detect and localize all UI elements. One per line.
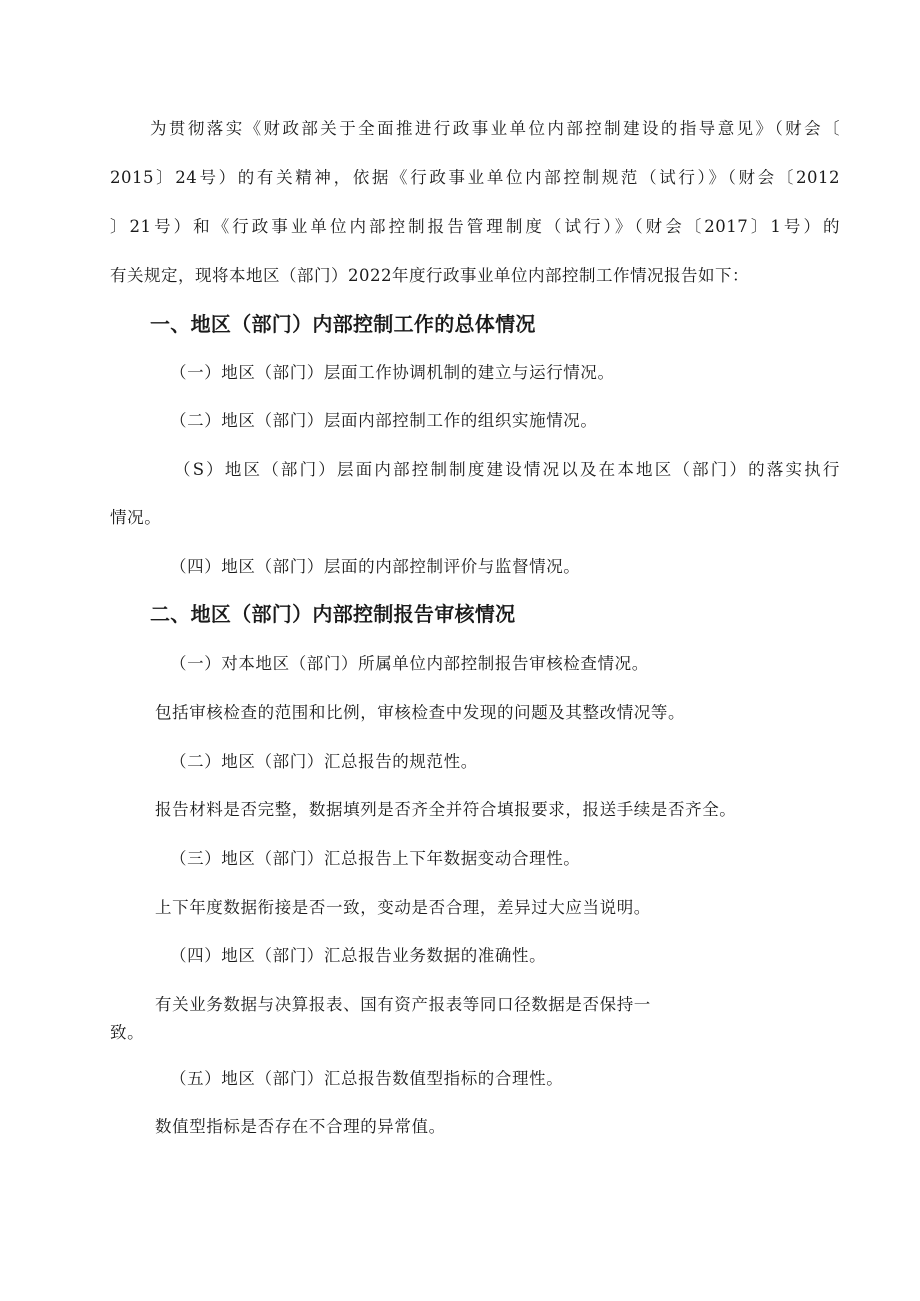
section-1-item-1: （一）地区（部门）层面工作协调机制的建立与运行情况。 — [170, 363, 615, 382]
intro-paragraph — [110, 118, 840, 314]
section-2-item-4: （四）地区（部门）汇总报告业务数据的准确性。 — [170, 946, 547, 965]
intro-line: 有关规定，现将本地区（部门）2022年度行政事业单位内部控制工作情况报告如下： — [110, 266, 749, 285]
intro-line: 为贯彻落实《财政部关于全面推进行政事业单位内部控制建设的指导意见》（财会〔 — [150, 119, 840, 138]
section-2-item-5-description: 数值型指标是否存在不合理的异常值。 — [155, 1117, 446, 1136]
intro-line: 2015〕24号）的有关精神，依据《行政事业单位内部控制规范（试行）》（财会〔2012 — [110, 168, 840, 187]
section-2-item-4-description-continuation: 致。 — [110, 1023, 145, 1042]
section-2-item-2: （二）地区（部门）汇总报告的规范性。 — [170, 752, 478, 771]
section-1-item-3-continuation: 情况。 — [110, 508, 162, 527]
section-2-item-1: （一）对本地区（部门）所属单位内部控制报告审核检查情况。 — [170, 654, 649, 673]
section-2-item-5: （五）地区（部门）汇总报告数值型指标的合理性。 — [170, 1069, 564, 1088]
section-2-item-3: （三）地区（部门）汇总报告上下年数据变动合理性。 — [170, 849, 581, 868]
intro-line: 〕21号）和《行政事业单位内部控制报告管理制度（试行）》（财会〔2017〕1号）的 — [110, 217, 840, 236]
section-2-item-3-description: 上下年度数据衔接是否一致，变动是否合理，差异过大应当说明。 — [155, 898, 651, 917]
section-2-item-4-description: 有关业务数据与决算报表、国有资产报表等同口径数据是否保持一 — [155, 995, 651, 1014]
section-2-item-1-description: 包括审核检查的范围和比例，审核检查中发现的问题及其整改情况等。 — [155, 703, 686, 722]
section-2-heading: 二、地区（部门）内部控制报告审核情况 — [150, 602, 516, 626]
section-1-item-4: （四）地区（部门）层面的内部控制评价与监督情况。 — [170, 557, 581, 576]
section-2-item-2-description: 报告材料是否完整，数据填列是否齐全并符合填报要求，报送手续是否齐全。 — [155, 800, 737, 819]
section-1-item-2: （二）地区（部门）层面内部控制工作的组织实施情况。 — [170, 411, 598, 430]
section-1-item-3-line: （S）地区（部门）层面内部控制制度建设情况以及在本地区（部门）的落实执行 — [174, 460, 840, 479]
section-1-item-3 — [110, 459, 840, 508]
section-1-heading: 一、地区（部门）内部控制工作的总体情况 — [150, 312, 536, 336]
